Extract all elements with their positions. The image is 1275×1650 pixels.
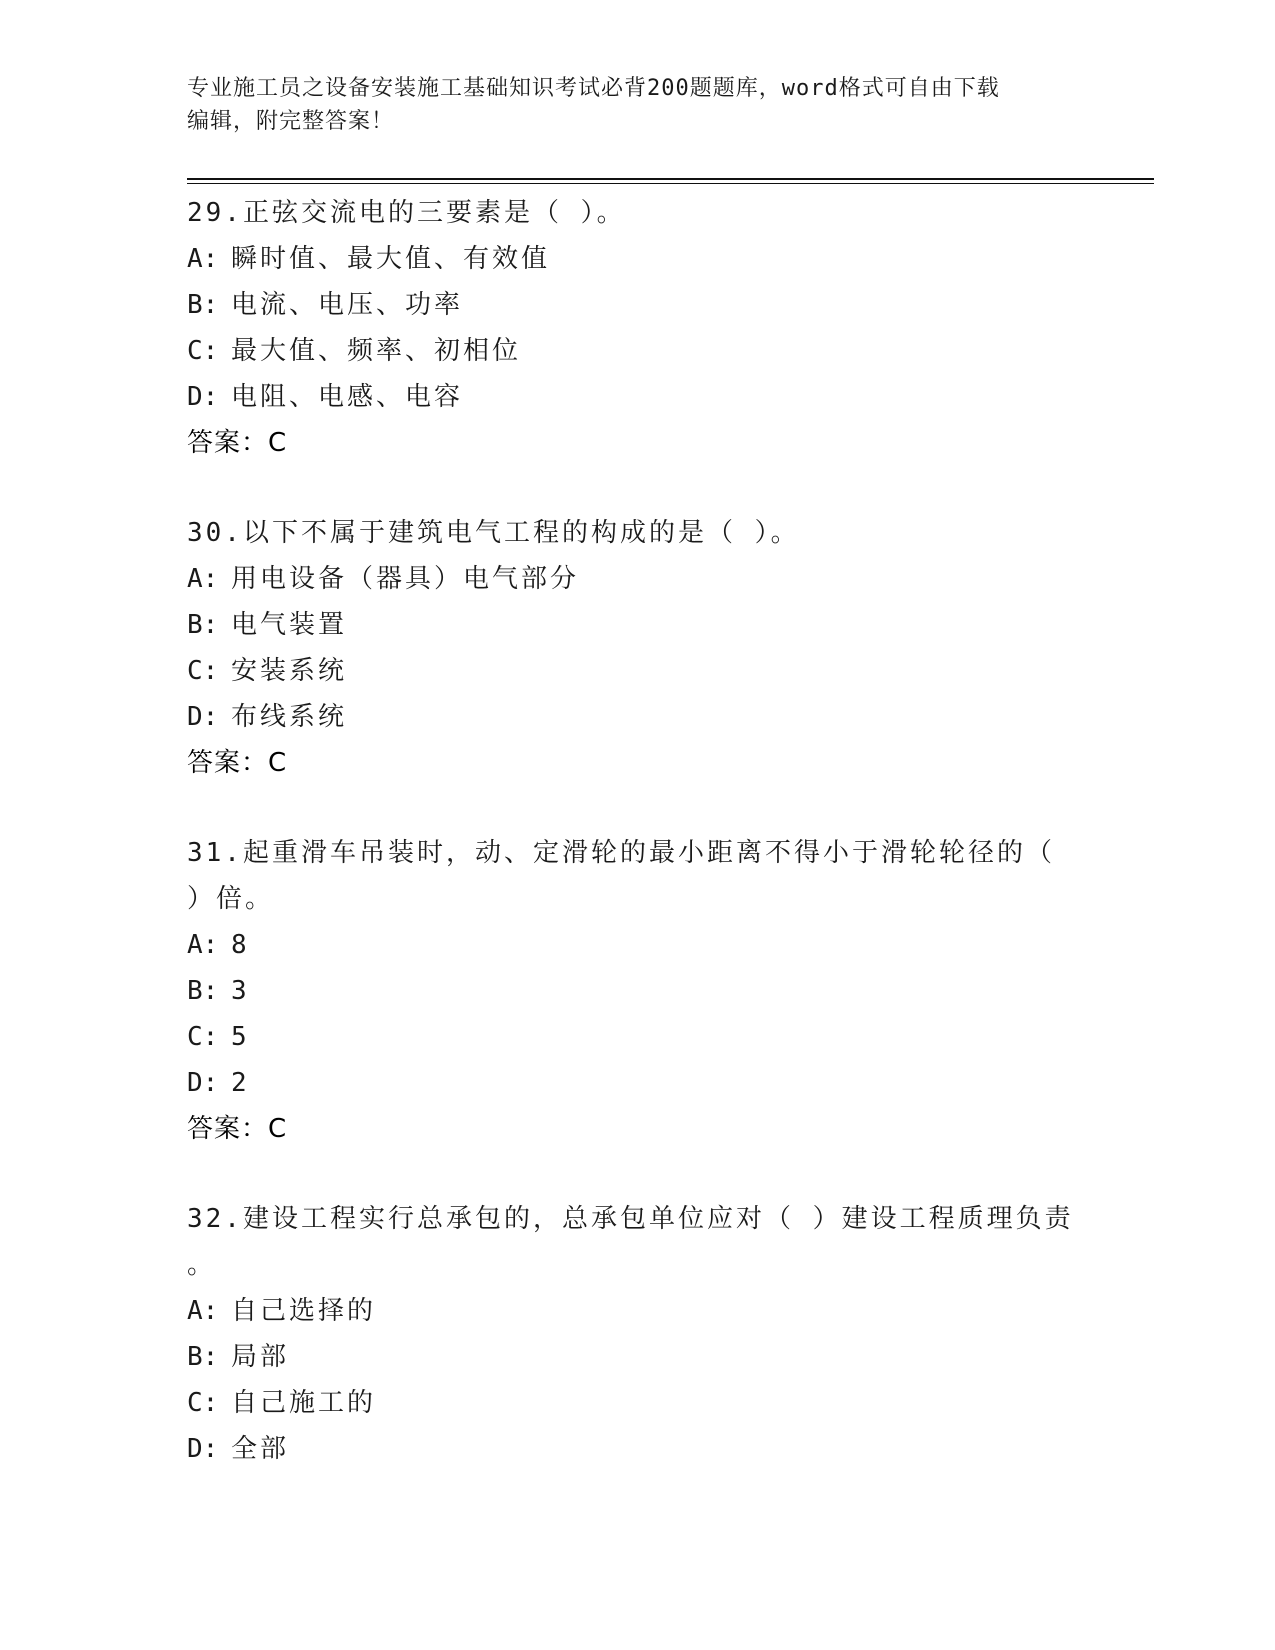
option-c <box>187 328 1087 374</box>
option-label: D: <box>187 382 219 412</box>
question-stem-line-2: 。 <box>187 1250 217 1280</box>
question-stem: 29.正弦交流电的三要素是（ ）。 <box>187 198 626 228</box>
question-spacer <box>187 1152 1087 1196</box>
question-stem-line-1: 32.建设工程实行总承包的，总承包单位应对（ ）建设工程质理负责 <box>187 1204 1074 1234</box>
option-text: 局部 <box>231 1342 290 1372</box>
option-label: C: <box>187 656 219 686</box>
option-c <box>187 648 1087 694</box>
option-label: D: <box>187 1068 219 1098</box>
question-spacer <box>187 466 1087 510</box>
option-text: 8 <box>231 930 250 960</box>
option-text: 布线系统 <box>231 702 348 732</box>
option-text: 最大值、频率、初相位 <box>231 336 522 366</box>
question-31 <box>187 830 1087 1152</box>
option-text: 2 <box>231 1068 250 1098</box>
option-b <box>187 968 1087 1014</box>
header-divider-thin <box>187 183 1154 184</box>
header-title-line-1: 专业施工员之设备安装施工基础知识考试必背200题题库，word格式可自由下载 <box>187 76 1000 101</box>
option-text: 自己施工的 <box>231 1388 377 1418</box>
option-text: 电阻、电感、电容 <box>231 382 464 412</box>
question-spacer <box>187 786 1087 830</box>
option-text: 5 <box>231 1022 250 1052</box>
header-title-line-2: 编辑，附完整答案！ <box>187 109 395 134</box>
option-label: B: <box>187 976 219 1006</box>
option-label: B: <box>187 1342 219 1372</box>
question-32 <box>187 1196 1087 1472</box>
option-c <box>187 1014 1087 1060</box>
option-d <box>187 374 1087 420</box>
option-d <box>187 694 1087 740</box>
option-b <box>187 282 1087 328</box>
option-c <box>187 1380 1087 1426</box>
option-d <box>187 1060 1087 1106</box>
question-list <box>187 190 1087 1472</box>
header-divider-thick <box>187 178 1154 180</box>
option-a <box>187 236 1087 282</box>
question-stem-line-2: ）倍。 <box>187 884 275 914</box>
option-d <box>187 1426 1087 1472</box>
question-29 <box>187 190 1087 466</box>
option-b <box>187 602 1087 648</box>
option-label: A: <box>187 930 219 960</box>
option-text: 电气装置 <box>231 610 348 640</box>
question-stem-line-1: 31.起重滑车吊装时，动、定滑轮的最小距离不得小于滑轮轮径的（ <box>187 838 1055 868</box>
option-text: 安装系统 <box>231 656 348 686</box>
answer-line: 答案：C <box>187 1114 288 1144</box>
question-30 <box>187 510 1087 786</box>
document-header <box>187 72 1087 138</box>
answer-line: 答案：C <box>187 428 288 458</box>
option-label: C: <box>187 336 219 366</box>
answer-line: 答案：C <box>187 748 288 778</box>
option-b <box>187 1334 1087 1380</box>
option-label: C: <box>187 1388 219 1418</box>
option-text: 全部 <box>231 1434 290 1464</box>
option-label: A: <box>187 1296 219 1326</box>
option-text: 瞬时值、最大值、有效值 <box>231 244 551 274</box>
option-label: A: <box>187 244 219 274</box>
option-text: 电流、电压、功率 <box>231 290 464 320</box>
option-a <box>187 556 1087 602</box>
option-label: D: <box>187 1434 219 1464</box>
option-label: C: <box>187 1022 219 1052</box>
option-a <box>187 922 1087 968</box>
option-label: B: <box>187 610 219 640</box>
option-a <box>187 1288 1087 1334</box>
option-label: D: <box>187 702 219 732</box>
option-text: 3 <box>231 976 250 1006</box>
question-stem: 30.以下不属于建筑电气工程的构成的是（ ）。 <box>187 518 800 548</box>
option-text: 用电设备（器具）电气部分 <box>231 564 580 594</box>
option-text: 自己选择的 <box>231 1296 377 1326</box>
option-label: A: <box>187 564 219 594</box>
option-label: B: <box>187 290 219 320</box>
